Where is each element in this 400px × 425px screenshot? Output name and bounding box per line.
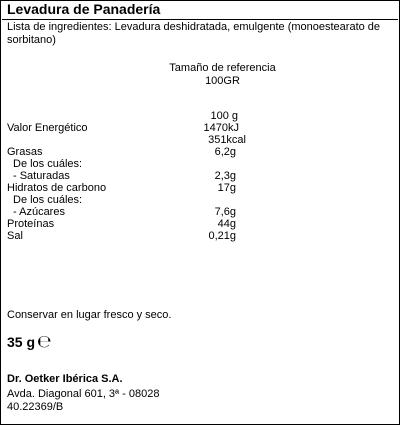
ingredients-list: Lista de ingredientes: Levadura deshidratada, emulgente (monoestearato de sorbitano) [7,21,381,46]
sugars-label: - Azúcares [13,206,65,218]
protein-label: Proteínas [7,218,55,230]
energy-kcal-value: 351kcal [208,134,246,146]
estimated-sign-icon: ℮ [37,332,52,352]
fat-label: Grasas [7,146,43,158]
manufacturer-address: Avda. Diagonal 601, 3ª - 08028 [7,388,160,400]
net-quantity-amount: 35 g [7,334,36,350]
energy-label: Valor Energético [7,122,88,134]
fat-subheader: De los cuáles: [13,158,83,170]
energy-kj-value: 1470kJ [203,122,239,134]
salt-value: 0,21g [208,230,236,242]
carbohydrates-subheader: De los cuáles: [13,194,83,206]
manufacturer-name: Dr. Oetker Ibérica S.A. [7,373,123,385]
sugars-value: 7,6g [214,206,236,218]
per-100g-header: 100 g [210,110,238,122]
saturates-label: - Saturadas [13,170,70,182]
fat-value: 6,2g [214,146,236,158]
carbohydrates-value: 17g [217,182,236,194]
storage-instructions: Conservar en lugar fresco y seco. [7,309,172,321]
reference-size-unit: 100GR [205,75,240,87]
title-divider [2,19,398,20]
saturates-value: 2,3g [214,170,236,182]
product-title: Levadura de Panadería [7,1,161,17]
product-code: 40.22369/B [7,401,64,413]
salt-label: Sal [7,230,23,242]
reference-size-title: Tamaño de referencia [169,62,276,74]
net-quantity [7,334,52,350]
carbohydrates-label: Hidratos de carbono [7,182,107,194]
protein-value: 44g [217,218,236,230]
